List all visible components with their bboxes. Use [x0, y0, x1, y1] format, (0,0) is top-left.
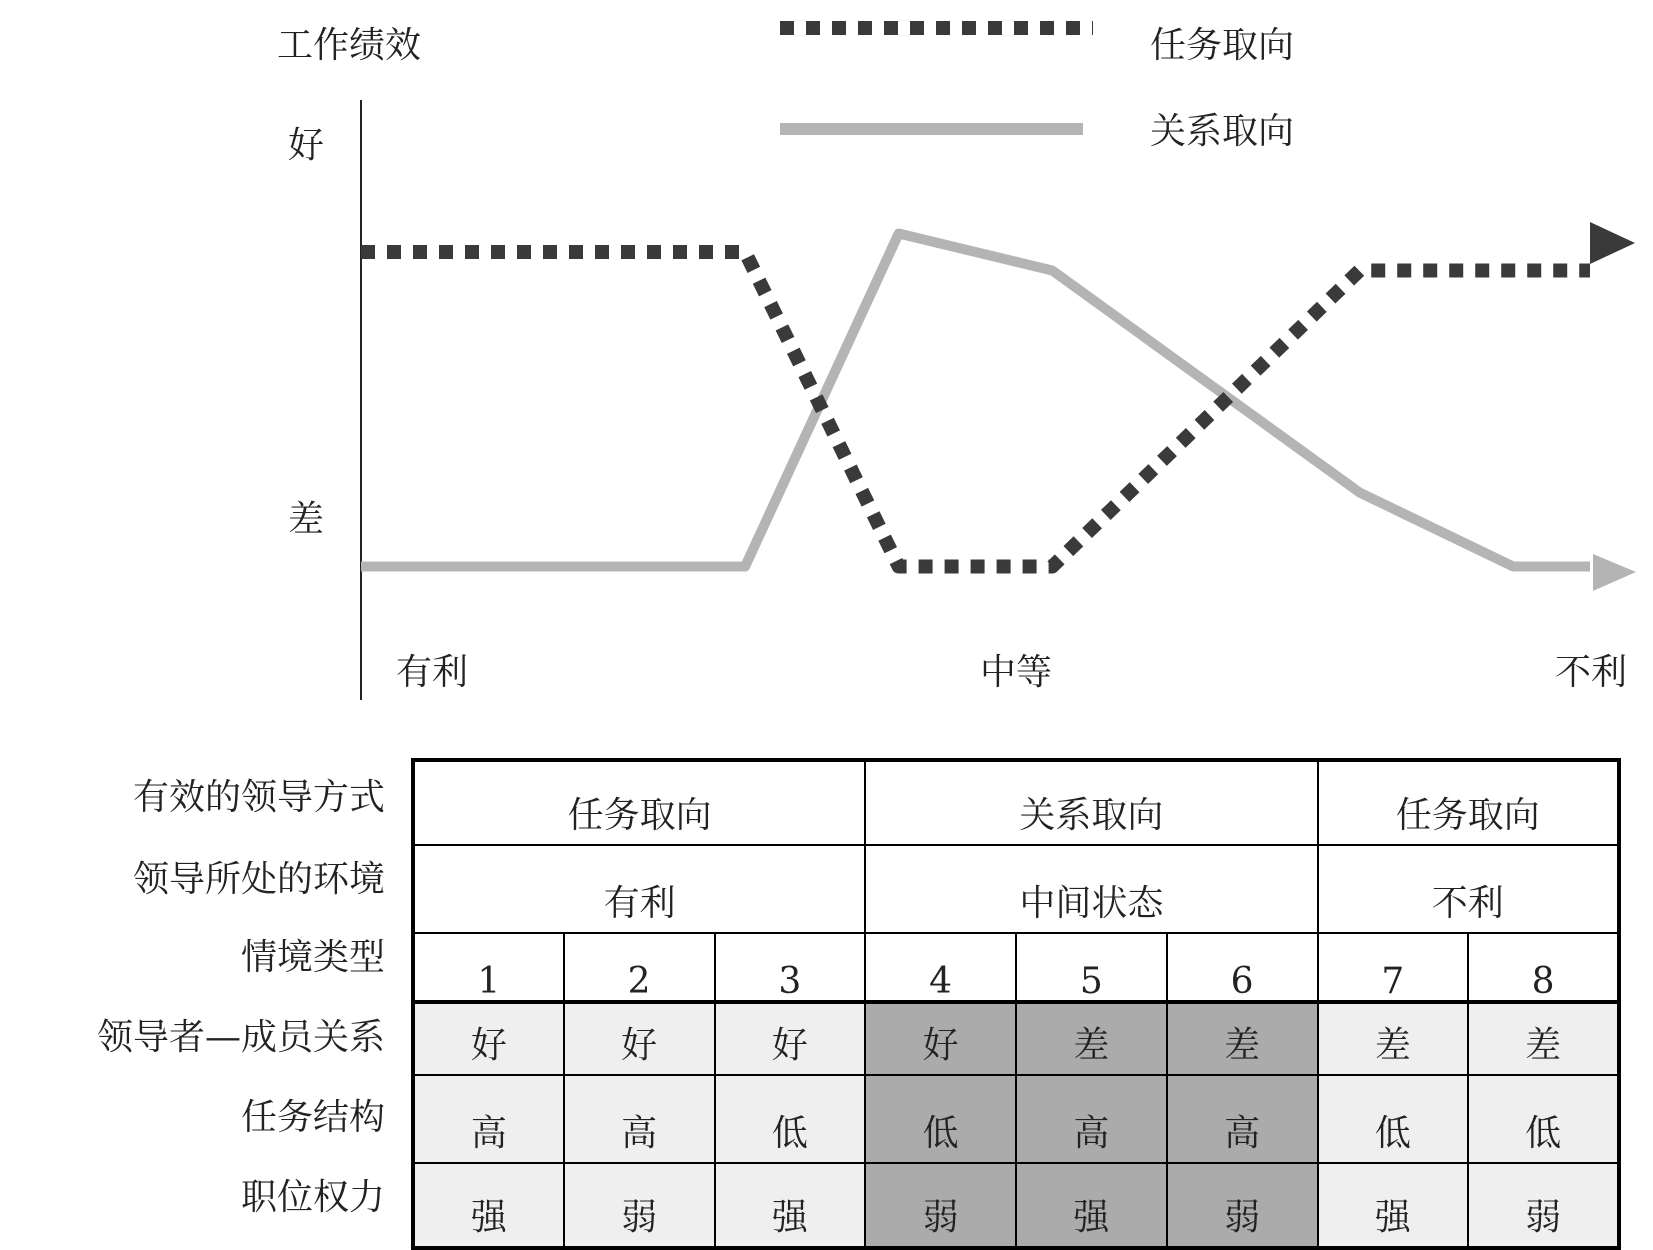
- x-label-left: 有利: [396, 652, 469, 693]
- leader-member-cell: 好: [715, 1002, 866, 1075]
- row-label-position-power: 职位权力: [240, 1177, 385, 1218]
- leader-member-cell: 差: [1167, 1002, 1318, 1075]
- row-label-style: 有效的领导方式: [132, 777, 385, 818]
- task-structure-cell: 高: [1167, 1075, 1318, 1163]
- task-structure-cell: 低: [1468, 1075, 1619, 1163]
- position-power-cell: 强: [413, 1163, 564, 1248]
- position-power-cell: 强: [1016, 1163, 1167, 1248]
- situation-cell: 2: [564, 933, 715, 1010]
- y-tick-low: 差: [288, 499, 325, 540]
- legend-task-label: 任务取向: [1150, 25, 1295, 66]
- x-label-mid: 中等: [980, 652, 1053, 693]
- position-power-cell: 弱: [1167, 1163, 1318, 1248]
- y-tick-high: 好: [288, 125, 325, 166]
- position-power-cell: 弱: [1468, 1163, 1619, 1248]
- style-cell-task-2: 任务取向: [1318, 760, 1620, 845]
- task-structure-cell: 高: [564, 1075, 715, 1163]
- leadership-style-table: [411, 758, 1621, 1012]
- relation-arrowhead: [1593, 554, 1636, 591]
- situation-cell: 4: [865, 933, 1016, 1010]
- row-label-leader-member: 领导者—成员关系: [96, 1017, 385, 1058]
- position-power-cell: 弱: [564, 1163, 715, 1248]
- situation-cell: 6: [1167, 933, 1318, 1010]
- leader-member-cell: 差: [1318, 1002, 1469, 1075]
- y-axis-title: 工作绩效: [277, 25, 422, 66]
- position-power-cell: 弱: [865, 1163, 1016, 1248]
- situation-cell: 3: [715, 933, 866, 1010]
- row-label-situation: 情境类型: [240, 937, 385, 978]
- task-structure-cell: 低: [1318, 1075, 1469, 1163]
- row-label-environment: 领导所处的环境: [132, 859, 385, 900]
- position-power-cell: 强: [715, 1163, 866, 1248]
- x-label-right: 不利: [1555, 652, 1628, 693]
- position-power-cell: 强: [1318, 1163, 1469, 1248]
- leader-member-cell: 好: [413, 1002, 564, 1075]
- task-structure-cell: 高: [1016, 1075, 1167, 1163]
- relation-orientation-line: [361, 234, 1590, 567]
- situation-cell: 7: [1318, 933, 1469, 1010]
- style-cell-relation: 关系取向: [865, 760, 1317, 845]
- style-cell-task-1: 任务取向: [413, 760, 865, 845]
- row-label-task-structure: 任务结构: [240, 1097, 385, 1138]
- task-structure-cell: 高: [413, 1075, 564, 1163]
- leader-member-cell: 好: [564, 1002, 715, 1075]
- situation-cell: 8: [1468, 933, 1619, 1010]
- legend-relation-label: 关系取向: [1150, 111, 1295, 152]
- env-cell-moderate: 中间状态: [865, 845, 1317, 933]
- task-arrowhead: [1590, 222, 1635, 264]
- leader-member-cell: 好: [865, 1002, 1016, 1075]
- env-cell-favorable: 有利: [413, 845, 865, 933]
- situation-cell: 5: [1016, 933, 1167, 1010]
- situation-factors-table: [411, 1000, 1621, 1250]
- leader-member-cell: 差: [1468, 1002, 1619, 1075]
- leader-member-cell: 差: [1016, 1002, 1167, 1075]
- task-structure-cell: 低: [715, 1075, 866, 1163]
- task-structure-cell: 低: [865, 1075, 1016, 1163]
- env-cell-unfavorable: 不利: [1318, 845, 1620, 933]
- situation-cell: 1: [413, 933, 564, 1010]
